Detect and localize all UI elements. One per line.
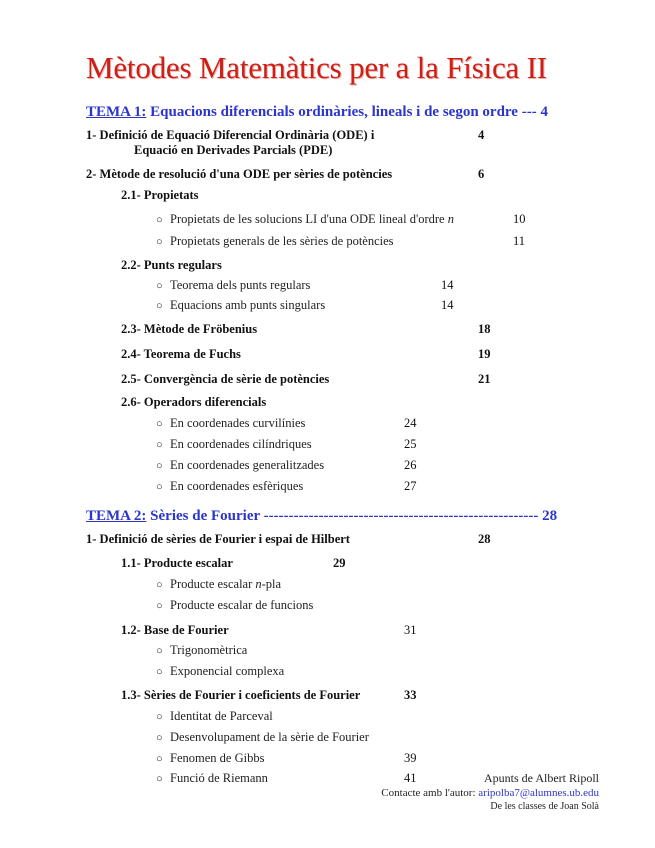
circle-bullet-icon: ○ [156,236,163,248]
toc-1-2-4[interactable]: 2.4- Teorema de Fuchs [121,347,241,361]
toc-item[interactable]: ○ En coordenades esfèriques [156,479,304,493]
toc-item[interactable]: ○ Propietats de les solucions LI d'una ODE lineal d'ordre n [156,212,454,226]
toc-1-2[interactable]: 2- Mètode de resolució d'una ODE per sèries de potències [86,167,393,181]
toc-2-1-3-page: 33 [404,688,417,702]
toc-item[interactable]: ○ Producte escalar de funcions [156,598,314,612]
circle-bullet-icon: ○ [156,773,163,785]
toc-2-1-1-page: 29 [333,556,346,570]
circle-bullet-icon: ○ [156,418,163,430]
circle-bullet-icon: ○ [156,711,163,723]
tema-2-page: 28 [542,508,558,524]
toc-1-2-3-page: 18 [478,322,491,336]
toc-item-page: 14 [441,298,454,312]
toc-1-2-page: 6 [478,167,485,181]
toc-1-1-page: 4 [478,128,485,142]
toc-1-1-line1[interactable]: 1- Definició de Equació Diferencial Ordinària (ODE) i [86,128,375,142]
circle-bullet-icon: ○ [156,753,163,765]
toc-2-1-page: 28 [478,532,491,546]
circle-bullet-icon: ○ [156,732,163,744]
circle-bullet-icon: ○ [156,645,163,657]
tema-1-label: TEMA 1: [86,104,147,120]
toc-1-2-1[interactable]: 2.1- Propietats [121,188,199,202]
toc-item[interactable]: ○ Trigonomètrica [156,643,248,657]
toc-2-1-2-page: 31 [404,623,417,637]
toc-item[interactable]: ○ Fenomen de Gibbs [156,751,265,765]
circle-bullet-icon: ○ [156,439,163,451]
toc-item[interactable]: ○ Desenvolupament de la sèrie de Fourier [156,730,369,744]
circle-bullet-icon: ○ [156,280,163,292]
circle-bullet-icon: ○ [156,214,163,226]
footer-author: Apunts de Albert Ripoll [484,771,599,785]
toc-item-page: 27 [404,479,417,493]
toc-item[interactable]: ○ Teorema dels punts regulars [156,278,311,292]
toc-1-2-5[interactable]: 2.5- Convergència de sèrie de potències [121,372,330,386]
toc-item-page: 10 [513,212,526,226]
toc-item[interactable]: ○ Propietats generals de les sèries de potències [156,234,394,248]
toc-item[interactable]: ○ Identitat de Parceval [156,709,273,723]
tema-2-title: Sèries de Fourier ------------------------------------------------------- [146,508,543,524]
toc-item-page: 39 [404,751,417,765]
toc-1-2-3[interactable]: 2.3- Mètode de Fröbenius [121,322,258,336]
footer-classes: De les classes de Joan Solà [490,801,599,812]
tema-1-heading[interactable] [86,104,548,121]
toc-item-page: 11 [513,234,526,248]
toc-item[interactable]: ○ En coordenades generalitzades [156,458,325,472]
toc-item-page: 26 [404,458,417,472]
toc-2-1-1[interactable]: 1.1- Producte escalar [121,556,233,570]
toc-item-page: 14 [441,278,454,292]
toc-1-1-line2[interactable]: Equació en Derivades Parcials (PDE) [134,143,333,157]
toc-item-page: 25 [404,437,417,451]
toc-1-2-2[interactable]: 2.2- Punts regulars [121,258,222,272]
tema-1-page: 4 [540,104,548,120]
circle-bullet-icon: ○ [156,579,163,591]
circle-bullet-icon: ○ [156,300,163,312]
circle-bullet-icon: ○ [156,460,163,472]
toc-1-2-4-page: 19 [478,347,491,361]
toc-item[interactable]: ○ En coordenades curvilínies [156,416,306,430]
toc-item[interactable]: ○ Equacions amb punts singulars [156,298,326,312]
tema-1-title: Equacions diferencials ordinàries, lineals i de segon ordre --- [146,104,541,120]
toc-item-page: 24 [404,416,417,430]
footer-contact: Contacte amb l'autor: aripolba7@alumnes.ub.edu [381,787,599,799]
tema-2-heading[interactable] [86,508,557,525]
author-email-link[interactable]: aripolba7@alumnes.ub.edu [478,787,599,799]
toc-item[interactable]: ○ Exponencial complexa [156,664,285,678]
toc-item-page: 41 [404,771,417,785]
tema-2-label: TEMA 2: [86,508,147,524]
circle-bullet-icon: ○ [156,666,163,678]
toc-2-1-2[interactable]: 1.2- Base de Fourier [121,623,229,637]
circle-bullet-icon: ○ [156,600,163,612]
toc-1-2-5-page: 21 [478,372,491,386]
toc-2-1[interactable]: 1- Definició de sèries de Fourier i espai de Hilbert [86,532,350,546]
toc-item[interactable]: ○ Funció de Riemann [156,771,268,785]
toc-item[interactable]: ○ En coordenades cilíndriques [156,437,312,451]
toc-1-2-6[interactable]: 2.6- Operadors diferencials [121,395,267,409]
toc-2-1-3[interactable]: 1.3- Sèries de Fourier i coeficients de Fourier [121,688,361,702]
circle-bullet-icon: ○ [156,481,163,493]
document-title: Mètodes Matemàtics per a la Física II [86,50,547,85]
toc-item[interactable]: ○ Producte escalar n-pla [156,577,282,591]
